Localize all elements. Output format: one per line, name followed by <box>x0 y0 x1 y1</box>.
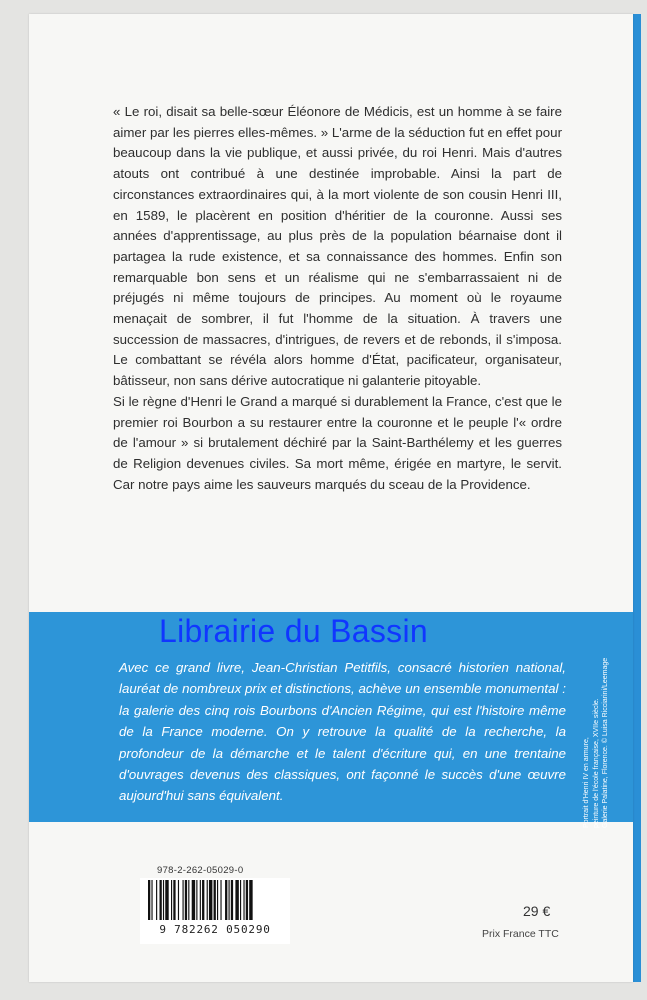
barcode-bar <box>202 880 204 920</box>
barcode-bar <box>171 880 172 920</box>
barcode-bar <box>209 880 212 920</box>
barcode-bar <box>160 880 162 920</box>
watermark-text: Librairie du Bassin <box>159 613 428 649</box>
credit-line: Portrait d'Henri IV en armure, <box>583 737 590 828</box>
price: 29 € <box>523 903 551 919</box>
barcode-bar <box>200 880 201 920</box>
barcode-bar <box>165 880 168 920</box>
barcode-bar <box>249 880 252 920</box>
barcode-bar <box>229 880 230 920</box>
barcode-bar <box>231 880 233 920</box>
credit-line: Galerie Palatine, Florence. © Luisa Ricciarini/Leemage <box>602 657 609 828</box>
barcode-bar <box>185 880 187 920</box>
barcode-bar <box>196 880 197 920</box>
barcode-digits: 9 782262 050290 <box>140 922 290 938</box>
credit-line: peinture de l'école française, XVIIe siècle. <box>592 698 600 828</box>
barcode-bar <box>163 880 164 920</box>
barcode-bar <box>243 880 244 920</box>
barcode-bar <box>178 880 179 920</box>
summary-paragraph-1: « Le roi, disait sa belle-sœur Éléonore de Médicis, est un homme à se faire aimer par les pierres elles-mêmes. » L'arme de la séduction fut en effet pour beaucoup dans la vie publique, et aussi privée, du roi Henri. Mais d'autres atouts ont contribué à une destinée improbable. Ainsi la part de circonstances extraordinaires qui, à la mort violente de son cousin Henri III, en 1589, le placèrent en position d'héritier de la couronne. Aussi ses années d'apprentissage, au plus près de la population béarnaise dont il partagea la rude existence, et sa connaissance des hommes. Enfin son remarquable bon sens et un réalisme qui ne s'embarrassaient ni de préjugés ni même toujours de principes. Au moment où le royaume menaçait de sombrer, il fut l'homme de la situation. À travers une succession de massacres, d'intrigues, de revers et de rebonds, il s'imposa. Le combattant se révéla alors homme d'État, pacificateur, organisateur, bâtisseur, non sans dérive autocratique ni galanterie pitoyable. <box>113 104 562 389</box>
barcode-bar <box>207 880 208 920</box>
barcode-bar <box>148 880 150 920</box>
barcode-bar <box>192 880 195 920</box>
back-cover-text <box>113 102 562 495</box>
author-blurb: Avec ce grand livre, Jean-Christian Petitfils, consacré historien national, lauréat de nombreux prix et distinctions, achève un ensemble monumental : la galerie des cinq rois Bourbons d'Ancien Régime, qui est l'histoire même de la France moderne. On y retrouve la qualité de la recherche, la profondeur de la démarche et le talent d'écriture qui, en une trentaine d'ouvrages devenus des classiques, ont façonné le succès d'une œuvre aujourd'hui sans équivalent. <box>119 660 566 804</box>
barcode-bar <box>217 880 218 920</box>
barcode-bar <box>214 880 216 920</box>
barcode-bar <box>156 880 157 920</box>
barcode-bars <box>140 878 290 922</box>
barcode-bar <box>225 880 227 920</box>
barcode-bar <box>183 880 184 920</box>
barcode-bar <box>173 880 175 920</box>
isbn-number: 978-2-262-05029-0 <box>157 865 244 876</box>
cover-credit <box>582 643 611 828</box>
barcode-bar <box>235 880 238 920</box>
barcode-bar <box>151 880 152 920</box>
barcode-bar <box>188 880 189 920</box>
summary-paragraph-2: Si le règne d'Henri le Grand a marqué si durablement la France, c'est que le premier roi Bourbon a su restaurer entre la couronne et le peuple l'« ordre de l'amour » si brutalement déchiré par la Saint-Barthélemy et les guerres de Religion devenues civiles. Sa mort même, érigée en martyre, le servit. Car notre pays aime les sauveurs marqués du sceau de la Providence. <box>113 393 562 492</box>
barcode-bar <box>240 880 241 920</box>
price-label: Prix France TTC <box>482 928 559 940</box>
barcode-bar <box>220 880 221 920</box>
barcode-bar <box>246 880 248 920</box>
